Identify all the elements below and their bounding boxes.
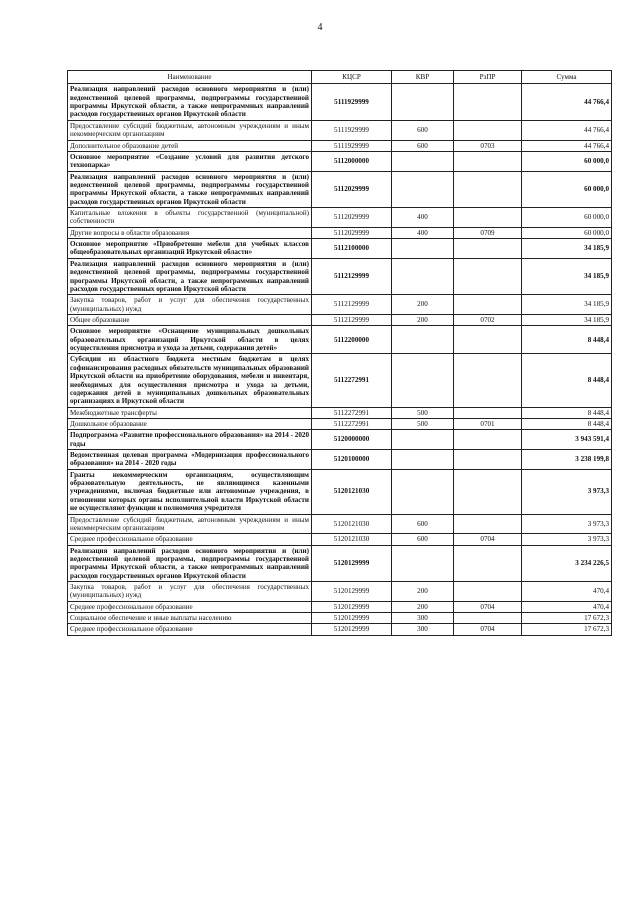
row-kvr-cell <box>392 469 454 514</box>
row-rzpr-cell <box>454 545 522 581</box>
header-sum: Сумма <box>522 71 612 84</box>
row-sum-cell: 60 000,0 <box>522 227 612 238</box>
row-sum-cell: 8 448,4 <box>522 326 612 354</box>
row-kcsr-cell: 5112029999 <box>312 208 392 228</box>
row-rzpr-cell: 0703 <box>454 140 522 151</box>
row-name-cell: Закупка товаров, работ и услуг для обеспечения государственных (муниципальных) нужд <box>68 582 312 602</box>
row-kvr-cell: 600 <box>392 514 454 534</box>
row-name-cell: Реализация направлений расходов основного мероприятия и (или) ведомственной целевой программы, подпрограммы государственной программы Иркутской области, а также непрограммных направлений расходов государственных органов Иркутской области <box>68 84 312 120</box>
row-name-cell: Основное мероприятие «Оснащение муниципальных дошкольных образовательных организаций Иркутской области в целях осуществления присмотра и ухода за детьми, содержания детей» <box>68 326 312 354</box>
row-sum-cell: 470,4 <box>522 601 612 612</box>
row-sum-cell: 44 766,4 <box>522 120 612 140</box>
row-rzpr-cell <box>454 469 522 514</box>
table-row <box>68 326 612 354</box>
table-row <box>68 601 612 612</box>
table-row <box>68 258 612 294</box>
row-rzpr-cell: 0709 <box>454 227 522 238</box>
row-kvr-cell: 300 <box>392 613 454 624</box>
row-sum-cell: 3 973,3 <box>522 469 612 514</box>
row-rzpr-cell <box>454 430 522 450</box>
row-rzpr-cell <box>454 120 522 140</box>
row-name-cell: Среднее профессиональное образование <box>68 534 312 545</box>
row-kvr-cell <box>392 326 454 354</box>
row-rzpr-cell <box>454 258 522 294</box>
row-name-cell: Дополнительное образование детей <box>68 140 312 151</box>
row-kvr-cell <box>392 258 454 294</box>
table-row <box>68 227 612 238</box>
row-kvr-cell: 200 <box>392 601 454 612</box>
row-name-cell: Основное мероприятие «Приобретение мебели для учебных классов общеобразовательных организаций Иркутской области» <box>68 239 312 259</box>
row-name-cell: Субсидии из областного бюджета местным бюджетам в целях софинансирования расходных обязательств муниципальных образований Иркутской области на приобретение оборудования, мебели и инвентаря, необходимых для осуществления присмотра и ухода за детьми, содержания детей в муниципальных дошкольных образовательных организациях в Иркутской области <box>68 354 312 407</box>
row-rzpr-cell <box>454 450 522 470</box>
row-sum-cell: 44 766,4 <box>522 84 612 120</box>
row-kcsr-cell: 5120121030 <box>312 469 392 514</box>
table-row <box>68 120 612 140</box>
row-sum-cell: 3 973,3 <box>522 514 612 534</box>
row-name-cell: Реализация направлений расходов основного мероприятия и (или) ведомственной целевой программы, подпрограммы государственной программы Иркутской области, а также непрограммных направлений расходов государственных органов Иркутской области <box>68 171 312 207</box>
row-sum-cell: 8 448,4 <box>522 418 612 429</box>
row-sum-cell: 8 448,4 <box>522 407 612 418</box>
row-kvr-cell <box>392 151 454 171</box>
row-name-cell: Дошкольное образование <box>68 418 312 429</box>
table-row <box>68 418 612 429</box>
row-kvr-cell: 500 <box>392 407 454 418</box>
row-sum-cell: 34 185,9 <box>522 239 612 259</box>
row-sum-cell: 34 185,9 <box>522 258 612 294</box>
row-name-cell: Общее образование <box>68 314 312 325</box>
table-row <box>68 295 612 315</box>
row-name-cell: Подпрограмма «Развитие профессионального образования» на 2014 - 2020 годы <box>68 430 312 450</box>
row-kcsr-cell: 5112200000 <box>312 326 392 354</box>
header-rzpr: РзПР <box>454 71 522 84</box>
row-kvr-cell: 200 <box>392 295 454 315</box>
row-kcsr-cell: 5112272991 <box>312 418 392 429</box>
row-rzpr-cell <box>454 407 522 418</box>
row-sum-cell: 17 672,3 <box>522 613 612 624</box>
row-kcsr-cell: 5120100000 <box>312 450 392 470</box>
row-kvr-cell <box>392 354 454 407</box>
table-row <box>68 208 612 228</box>
row-rzpr-cell: 0704 <box>454 601 522 612</box>
row-name-cell: Социальное обеспечение и иные выплаты населению <box>68 613 312 624</box>
table-row <box>68 430 612 450</box>
row-kvr-cell <box>392 430 454 450</box>
row-name-cell: Капитальные вложения в объекты государственной (муниципальной) собственности <box>68 208 312 228</box>
table-row <box>68 171 612 207</box>
table-row <box>68 624 612 635</box>
row-kcsr-cell: 5112100000 <box>312 239 392 259</box>
row-kcsr-cell: 5111929999 <box>312 84 392 120</box>
row-rzpr-cell <box>454 171 522 207</box>
table-row <box>68 450 612 470</box>
row-kcsr-cell: 5120129999 <box>312 624 392 635</box>
table-row <box>68 534 612 545</box>
table-row <box>68 469 612 514</box>
table-row <box>68 582 612 602</box>
row-rzpr-cell <box>454 84 522 120</box>
row-rzpr-cell <box>454 208 522 228</box>
row-kcsr-cell: 5120129999 <box>312 601 392 612</box>
row-name-cell: Межбюджетные трансферты <box>68 407 312 418</box>
row-rzpr-cell <box>454 151 522 171</box>
row-rzpr-cell <box>454 295 522 315</box>
row-kcsr-cell: 5120121030 <box>312 534 392 545</box>
row-kcsr-cell: 5120129999 <box>312 545 392 581</box>
row-kcsr-cell: 5111929999 <box>312 140 392 151</box>
row-kvr-cell: 200 <box>392 314 454 325</box>
header-kvr: КВР <box>392 71 454 84</box>
row-rzpr-cell: 0701 <box>454 418 522 429</box>
row-kcsr-cell: 5112000000 <box>312 151 392 171</box>
row-kcsr-cell: 5120000000 <box>312 430 392 450</box>
row-sum-cell: 17 672,3 <box>522 624 612 635</box>
table-row <box>68 354 612 407</box>
table-row <box>68 140 612 151</box>
row-sum-cell: 60 000,0 <box>522 171 612 207</box>
table-row <box>68 239 612 259</box>
row-kvr-cell: 400 <box>392 227 454 238</box>
row-sum-cell: 3 973,3 <box>522 534 612 545</box>
row-sum-cell: 3 943 591,4 <box>522 430 612 450</box>
row-name-cell: Предоставление субсидий бюджетным, автономным учреждениям и иным некоммерческим организациям <box>68 514 312 534</box>
row-kvr-cell <box>392 239 454 259</box>
row-name-cell: Предоставление субсидий бюджетным, автономным учреждениям и иным некоммерческим организациям <box>68 120 312 140</box>
budget-table <box>67 70 612 636</box>
row-kvr-cell <box>392 450 454 470</box>
table-header-row <box>68 71 612 84</box>
row-kcsr-cell: 5112272991 <box>312 354 392 407</box>
row-kcsr-cell: 5112129999 <box>312 314 392 325</box>
row-name-cell: Гранты некоммерческим организациям, осуществляющим образовательную деятельность, не являющимся казенными учреждениями, включая бюджетные или автономные учреждения, в отношении которых органы исполнительной власти Иркутской области не осуществляют функции и полномочия учредителя <box>68 469 312 514</box>
row-kcsr-cell: 5112129999 <box>312 295 392 315</box>
header-kcsr: КЦСР <box>312 71 392 84</box>
row-name-cell: Реализация направлений расходов основного мероприятия и (или) ведомственной целевой программы, подпрограммы государственной программы Иркутской области, а также непрограммных направлений расходов государственных органов Иркутской области <box>68 545 312 581</box>
row-kcsr-cell: 5112272991 <box>312 407 392 418</box>
table-row <box>68 84 612 120</box>
row-kcsr-cell: 5120129999 <box>312 613 392 624</box>
row-name-cell: Другие вопросы в области образования <box>68 227 312 238</box>
table-row <box>68 514 612 534</box>
row-rzpr-cell <box>454 613 522 624</box>
table-row <box>68 613 612 624</box>
row-sum-cell: 470,4 <box>522 582 612 602</box>
header-name: Наименование <box>68 71 312 84</box>
row-kvr-cell: 600 <box>392 534 454 545</box>
row-rzpr-cell <box>454 326 522 354</box>
row-kvr-cell <box>392 545 454 581</box>
row-name-cell: Закупка товаров, работ и услуг для обеспечения государственных (муниципальных) нужд <box>68 295 312 315</box>
row-sum-cell: 34 185,9 <box>522 295 612 315</box>
row-rzpr-cell: 0702 <box>454 314 522 325</box>
row-sum-cell: 60 000,0 <box>522 208 612 228</box>
row-sum-cell: 3 238 199,8 <box>522 450 612 470</box>
row-kvr-cell <box>392 84 454 120</box>
table-body <box>68 84 612 635</box>
row-rzpr-cell <box>454 514 522 534</box>
row-sum-cell: 60 000,0 <box>522 151 612 171</box>
row-kvr-cell: 400 <box>392 208 454 228</box>
row-rzpr-cell <box>454 582 522 602</box>
row-rzpr-cell <box>454 239 522 259</box>
row-name-cell: Реализация направлений расходов основного мероприятия и (или) ведомственной целевой программы, подпрограммы государственной программы Иркутской области, а также непрограммных направлений расходов государственных органов Иркутской области <box>68 258 312 294</box>
row-kcsr-cell: 5120129999 <box>312 582 392 602</box>
row-kcsr-cell: 5112129999 <box>312 258 392 294</box>
row-name-cell: Среднее профессиональное образование <box>68 624 312 635</box>
row-kcsr-cell: 5112029999 <box>312 171 392 207</box>
page-number: 4 <box>317 22 323 33</box>
row-rzpr-cell: 0704 <box>454 534 522 545</box>
table-row <box>68 314 612 325</box>
row-kvr-cell: 600 <box>392 120 454 140</box>
row-kvr-cell: 300 <box>392 624 454 635</box>
row-name-cell: Ведомственная целевая программа «Модернизация профессионального образования» на 2014 - 2020 годы <box>68 450 312 470</box>
table-row <box>68 407 612 418</box>
row-sum-cell: 3 234 226,5 <box>522 545 612 581</box>
row-kvr-cell: 600 <box>392 140 454 151</box>
row-kvr-cell: 500 <box>392 418 454 429</box>
row-kcsr-cell: 5111929999 <box>312 120 392 140</box>
row-rzpr-cell <box>454 354 522 407</box>
row-name-cell: Среднее профессиональное образование <box>68 601 312 612</box>
row-name-cell: Основное мероприятие «Создание условий для развития детского технопарка» <box>68 151 312 171</box>
row-rzpr-cell: 0704 <box>454 624 522 635</box>
table-row <box>68 151 612 171</box>
row-kcsr-cell: 5112029999 <box>312 227 392 238</box>
table-row <box>68 545 612 581</box>
row-sum-cell: 44 766,4 <box>522 140 612 151</box>
row-kvr-cell <box>392 171 454 207</box>
row-sum-cell: 8 448,4 <box>522 354 612 407</box>
row-kcsr-cell: 5120121030 <box>312 514 392 534</box>
row-kvr-cell: 200 <box>392 582 454 602</box>
row-sum-cell: 34 185,9 <box>522 314 612 325</box>
